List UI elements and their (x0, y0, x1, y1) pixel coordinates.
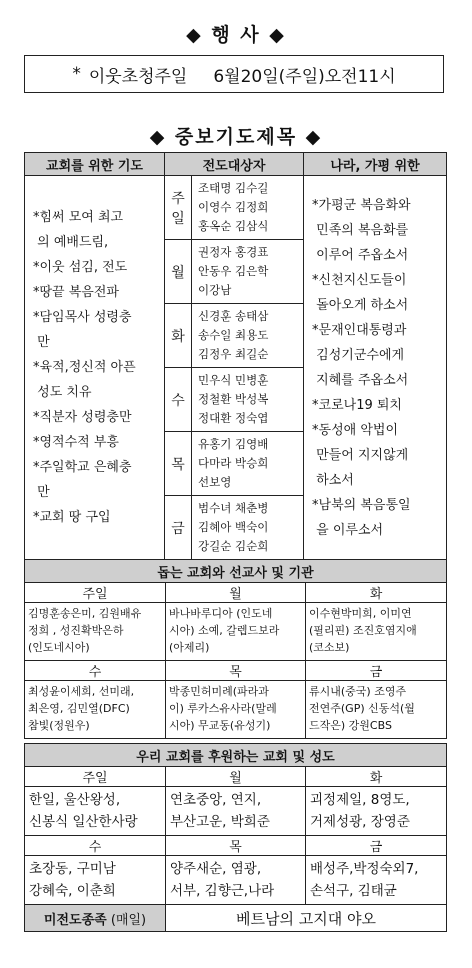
nation-prayer-item: 만들어 지지않게 (312, 447, 409, 463)
nation-prayer-item: *신천지신도들이 (312, 272, 407, 288)
support-day-thursday: 목 (166, 661, 306, 681)
supporters-friday: 배성주,박정숙외7, 손석구, 김태균 (306, 856, 447, 905)
church-prayer-item: *영적수적 부흥 (33, 435, 119, 450)
targets-thursday: 유홍기 김영배 다마라 박승희 선보영 (192, 432, 304, 496)
support-day-sunday: 주일 (25, 583, 166, 603)
targets-wednesday: 민우식 민병훈 정철환 박성복 정대환 정숙엽 (192, 368, 304, 432)
targets-sunday: 조태명 김수길 이영수 김정희 홍옥순 김삼식 (192, 176, 304, 240)
support-thursday: 박종민허미례(파라과 이) 루카스유사라(말레 시아) 무교동(유성기) (166, 681, 306, 739)
nation-prayer-item: 을 이루소서 (312, 522, 384, 538)
church-prayer-item: *이웃 섬김, 전도 (33, 260, 128, 275)
day-monday: 월 (165, 240, 192, 304)
nation-prayer-item: 민족의 복음화를 (312, 222, 409, 238)
supporters-title: 우리 교회를 후원하는 교회 및 성도 (25, 744, 447, 767)
targets-tuesday: 신경훈 송태삼 송수일 최용도 김정우 최길순 (192, 304, 304, 368)
event-datetime: 6월20일(주일)오전11시 (213, 66, 396, 87)
support-table (24, 559, 447, 739)
day-tuesday: 화 (165, 304, 192, 368)
nation-prayer-item: 김성기군수에게 (312, 347, 405, 363)
support-sunday: 김명훈송은미, 김원배유 정희 , 성진확박은하 (인도네시아) (25, 603, 166, 661)
header-targets: 전도대상자 (165, 153, 304, 176)
supporters-table (24, 743, 447, 932)
support-day-monday: 월 (166, 583, 306, 603)
nation-prayer-item: 지혜를 주옵소서 (312, 372, 409, 388)
day-friday: 금 (165, 496, 192, 560)
supporters-thursday: 양주새순, 염광, 서부, 김향근,나라 (166, 856, 306, 905)
event-name: 이웃초청주일 (88, 66, 188, 87)
church-prayer-item: 만 (33, 335, 50, 350)
supporters-day-sunday: 주일 (25, 767, 166, 787)
church-prayer-item: 의 예배드림, (33, 235, 109, 250)
support-friday: 류시내(중국) 조영주 전연주(GP) 신동석(월 드작은) 강원CBS (306, 681, 447, 739)
nation-prayer-item: *동성애 악법이 (312, 422, 398, 438)
supporters-day-thursday: 목 (166, 836, 306, 856)
church-prayer-item: *힘써 모여 최고 (33, 210, 124, 225)
support-wednesday: 최성윤이세희, 선미래, 최은영, 김민열(DFC) 참빛(정원우) (25, 681, 166, 739)
nation-prayer-item: 하소서 (312, 472, 354, 488)
mission-value: 베트남의 고지대 야오 (166, 905, 447, 932)
header-church: 교회를 위한 기도 (25, 153, 165, 176)
prayer-table (24, 152, 447, 560)
day-wednesday: 수 (165, 368, 192, 432)
church-prayer-item: 만 (33, 485, 50, 500)
support-day-wednesday: 수 (25, 661, 166, 681)
support-monday: 바나바루디아 (인도네 시아) 소예, 갈렙드보라 (아제리) (166, 603, 306, 661)
nation-prayer-item: *가평군 복음화와 (312, 197, 411, 213)
supporters-wednesday: 초장동, 구미남 강혜숙, 이춘희 (25, 856, 166, 905)
day-thursday: 목 (165, 432, 192, 496)
prayer-title: ◆ 중보기도제목 ◆ (149, 126, 323, 148)
targets-friday: 범수녀 채춘병 김혜아 백숙이 강길순 김순희 (192, 496, 304, 560)
supporters-sunday: 한일, 울산왕성, 신봉식 일산한사랑 (25, 787, 166, 836)
supporters-day-tuesday: 화 (306, 767, 447, 787)
supporters-day-monday: 월 (166, 767, 306, 787)
supporters-day-wednesday: 수 (25, 836, 166, 856)
nation-prayer-item: *문재인대통령과 (312, 322, 407, 338)
church-prayer-item: *주일학교 은혜충 (33, 460, 132, 475)
church-prayer-item: *육적,정신적 아픈 (33, 360, 136, 375)
church-prayer-item: *직분자 성령충만 (33, 410, 132, 425)
day-sunday: 주 일 (165, 176, 192, 240)
support-day-tuesday: 화 (306, 583, 447, 603)
nation-prayer-list (304, 176, 447, 560)
church-prayer-item: *땅끝 복음전파 (33, 285, 119, 300)
supporters-tuesday: 괴정제일, 8영도, 거제성광, 장영준 (306, 787, 447, 836)
nation-prayer-item: 이루어 주옵소서 (312, 247, 409, 263)
church-prayer-list (25, 176, 165, 560)
church-prayer-item: 성도 치유 (33, 385, 92, 400)
event-box (24, 55, 444, 93)
support-title: 돕는 교회와 선교사 및 기관 (25, 560, 447, 583)
nation-prayer-item: *코로나19 퇴치 (312, 397, 402, 413)
nation-prayer-item: 돌아오게 하소서 (312, 297, 409, 313)
support-day-friday: 금 (306, 661, 447, 681)
targets-monday: 권정자 홍경표 안동우 김은학 이강남 (192, 240, 304, 304)
church-prayer-item: *담임목사 성령충 (33, 310, 132, 325)
mission-label: 미전도종족 (매일) (25, 905, 166, 932)
event-title: ◆ 행 사 ◆ (186, 24, 286, 46)
church-prayer-item: *교회 땅 구입 (33, 510, 111, 525)
supporters-day-friday: 금 (306, 836, 447, 856)
event-bullet: * (72, 64, 81, 84)
header-nation: 나라, 가평 위한 (304, 153, 447, 176)
supporters-monday: 연초중앙, 연지, 부산고운, 박희준 (166, 787, 306, 836)
support-tuesday: 이수현박미희, 이미연 (필리핀) 조진호염지애 (코소보) (306, 603, 447, 661)
nation-prayer-item: *남북의 복음통일 (312, 497, 411, 513)
